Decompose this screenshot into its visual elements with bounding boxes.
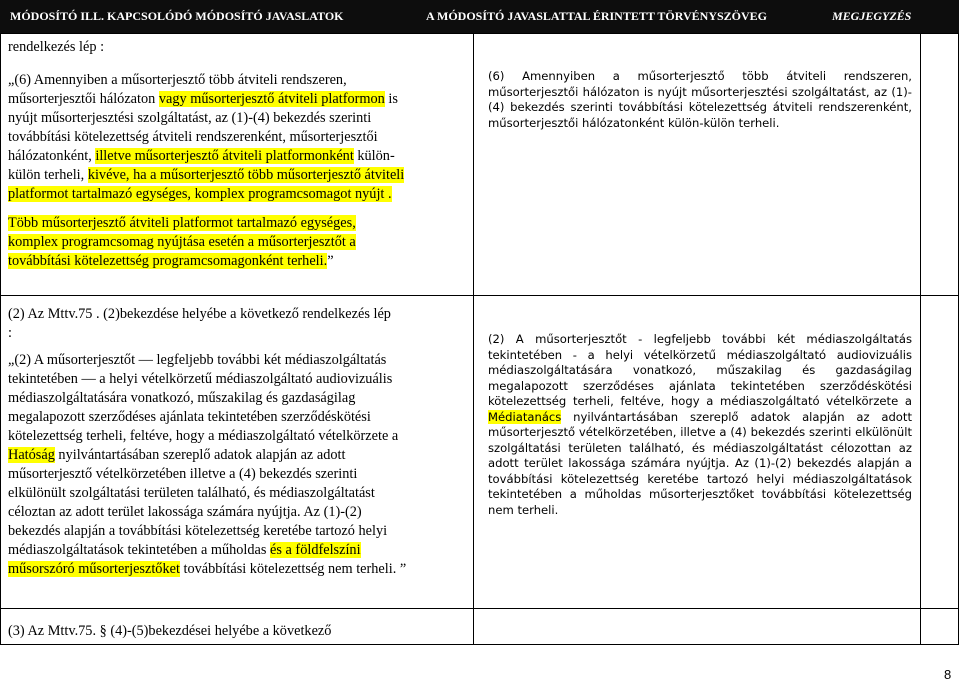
text-line: hálózatonként, illetve műsorterjesztő átviteli platformonként külön- [8, 148, 395, 164]
text-line: nyújt műsorterjesztési szolgáltatást, az (1)-(4) bekezdés szerinti [8, 110, 372, 126]
text-line: komplex programcsomag nyújtása esetén a műsorterjesztőt a [8, 234, 356, 250]
text-line: Több műsorterjesztő átviteli platformot tartalmazó egységes, [8, 215, 356, 231]
header-amendments: MÓDOSÍTÓ ILL. KAPCSOLÓDÓ MÓDOSÍTÓ JAVASLATOK [10, 9, 344, 23]
text-line: műsorterjesztői hálózaton vagy műsorterjesztő átviteli platformon is [8, 91, 398, 107]
column-divider-2 [920, 33, 921, 644]
header-remarks: MEGJEGYZÉS [832, 9, 912, 23]
text-line: továbbítási kötelezettség átviteli rendszerenként, műsorterjesztői [8, 129, 378, 145]
text-line: médiaszolgáltatások tekintetében a műholdas és a földfelszíni [8, 542, 361, 558]
text-line: (2) Az Mttv.75 . (2)bekezdése helyébe a következő rendelkezés lép [8, 306, 391, 322]
header-affected-law: A MÓDOSÍTÓ JAVASLATTAL ÉRINTETT TÖRVÉNYSZÖVEG [426, 9, 768, 23]
column-divider-1 [473, 33, 474, 644]
text-line: céloztan az adott terület lakossága számára nyújtja. Az (1)-(2) [8, 504, 362, 520]
row-divider-2 [0, 608, 958, 609]
text-line: médiaszolgáltatására vonatkozó, műszakilag és gazdaságilag [8, 390, 356, 406]
row3-amendment-text: (3) Az Mttv.75. § (4)-(5)bekezdései helyébe a következő [8, 623, 332, 639]
text-line: „(2) A műsorterjesztőt — legfeljebb további két médiaszolgáltatás [8, 352, 387, 368]
text-line: kötelezettség terheli, feltéve, hogy a médiaszolgáltató vételkörzete a [8, 428, 399, 444]
text-line: Hatóság nyilvántartásában szereplő adatok alapján az adott [8, 447, 346, 463]
text-line: rendelkezés lép : [8, 39, 105, 55]
text-line: : [8, 325, 12, 341]
row-divider-1 [0, 295, 958, 296]
row2-amendment-text [8, 305, 470, 579]
text-line: megalapozott szerződéses ajánlata tekintetében szerződéskötési [8, 409, 371, 425]
row2-law-text: (2) A műsorterjesztőt - legfeljebb további két médiaszolgáltatás tekintetében - a helyi vételkörzetű médiaszolgáltató audiovizuális médiaszolgáltatására vonatkozó, műszakilag és gazdaságilag megalapozott szerződéses ajánlata tekintetében szerződéskötési kötelezettség terheli, feltéve, hogy a médiaszolgáltató vételkörzete a Médiatanács nyilvántartásában szereplő adatok alapján az adott műsorterjesztő vételkörzetében, illetve a (4) bekezdés szerinti elkülönült szolgáltatási területen található, és médiaszolgáltatást célozottan az adott terület lakossága számára nyújtja. Az (1)-(2) bekezdés alapján a továbbítási kötelezettség keretébe tartozó helyi médiaszolgáltatások tekintetében a műholdas műsorterjesztőket továbbítási kötelezettség nem terheli. [488, 332, 912, 517]
text-line: elkülönült szolgáltatási területen található, és médiaszolgáltatást [8, 485, 375, 501]
text-line: műsorszóró műsorterjesztőket továbbítási kötelezettség nem terheli. ” [8, 561, 407, 577]
row1-law-text: (6) Amennyiben a műsorterjesztő több átviteli rendszeren, műsorterjesztői hálózaton is nyújt műsorterjesztési szolgáltatást, az (1)-(4) bekezdés szerinti továbbítási kötelezettség átviteli rendszerenként, műsorterjesztői hálózatonként külön-külön terheli. [488, 69, 912, 130]
text-line: külön terheli, kivéve, ha a műsorterjesztő több műsorterjesztő átviteli [8, 167, 405, 183]
text-line: platformot tartalmazó egységes, komplex programcsomagot nyújt . [8, 186, 392, 202]
page-number: 8 [944, 667, 952, 682]
text-line: bekezdés alapján a továbbítási kötelezettség keretébe tartozó helyi [8, 523, 388, 539]
text-line: műsorterjesztő vételkörzetében illetve a (4) bekezdés szerinti [8, 466, 358, 482]
table-header [0, 0, 959, 33]
row1-amendment-text [8, 38, 470, 271]
text-line: „(6) Amennyiben a műsorterjesztő több átviteli rendszeren, [8, 72, 347, 88]
text-line: továbbítási kötelezettség programcsomagonként terheli.” [8, 253, 334, 269]
text-line: tekintetében — a helyi vételkörzetű médiaszolgáltató audiovizuális [8, 371, 393, 387]
